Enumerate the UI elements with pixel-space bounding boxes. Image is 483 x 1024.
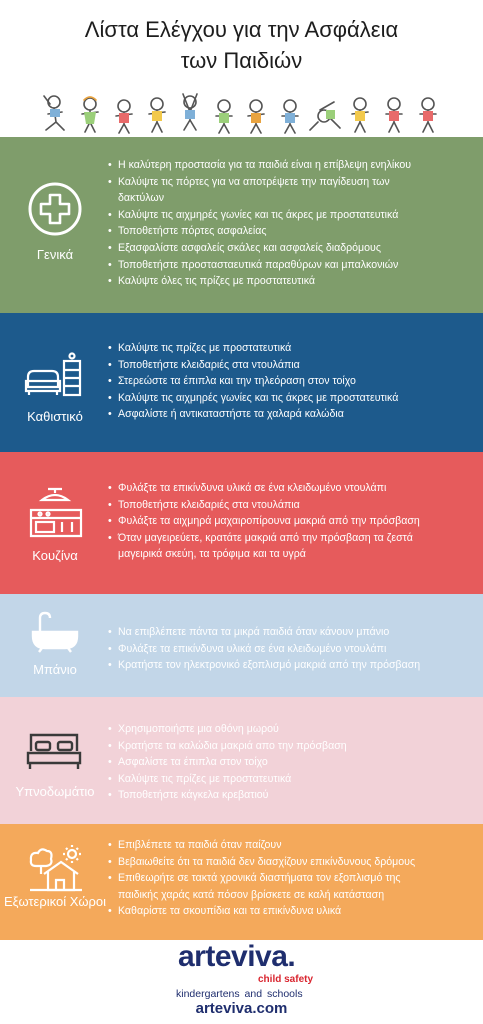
section-label-kitchen: Κουζίνα <box>32 548 78 563</box>
list-item: • Ασφαλίστε ή αντικαταστήστε τα χαλαρά καλώδια <box>108 406 480 423</box>
outdoors-checklist <box>108 837 480 920</box>
list-item: • Καλύψτε τις πόρτες για να αποτρέψετε την παγίδευση των <box>108 174 480 191</box>
page-title <box>0 14 483 76</box>
list-item: • Τοποθετήστε κλειδαριές στα ντουλάπια <box>108 497 480 514</box>
list-item: μαγειρικά σκεύη, τα τρόφιμα και τα υγρά <box>118 548 306 561</box>
section-outdoors <box>0 824 483 940</box>
section-label-living-room: Καθιστικό <box>27 409 83 424</box>
brand-subtitle: kindergartens and schools <box>176 988 303 1000</box>
section-label-bedroom: Υπνοδωμάτιο <box>15 784 95 799</box>
list-item: • Ασφαλίστε τα έπιπλα στον τοίχο <box>108 754 480 771</box>
list-item: • Τοποθετήστε προστασταευτικά παραθύρων και μπαλκονιών <box>108 257 480 274</box>
kitchen-checklist <box>108 480 480 563</box>
sofa-shelf-icon <box>24 351 86 399</box>
section-kitchen <box>0 452 483 594</box>
list-item: • Φυλάξτε τα επικίνδυνα υλικά σε ένα κλειδωμένο ντουλάπι <box>108 641 480 658</box>
children-playing-icon <box>40 90 444 136</box>
house-tree-sun-icon <box>28 844 84 894</box>
living-room-checklist <box>108 340 480 423</box>
list-item: δακτύλων <box>118 192 165 205</box>
list-item: • Επιθεωρήτε σε τακτά χρονικά διαστήματα τον εξοπλισμό της <box>108 870 480 887</box>
list-item: • Στερεώστε τα έπιπλα και την τηλεόραση στον τοίχο <box>108 373 480 390</box>
section-label-outdoors: Εξωτερικοί Χώροι <box>3 894 107 909</box>
list-item: • Να επιβλέπετε πάντα τα μικρά παιδιά όταν κάνουν μπάνιο <box>108 624 480 641</box>
list-item: • Καθαρίστε τα σκουπίδια και τα επικίνδυνα υλικά <box>108 903 480 920</box>
list-item: • Καλύψτε τις πρίζες με προστατευτικά <box>108 771 480 788</box>
list-item: • Φυλάξτε τα αιχμηρά μαχαιροπίρουνα μακριά από την πρόσβαση <box>108 513 480 530</box>
list-item: • Καλύψτε τις πρίζες με προστατευτικά <box>108 340 480 357</box>
list-item: παιδικής χαράς κατά πόσον βρίσκετε σε καλή κατάσταση <box>118 888 385 901</box>
list-item: • Τοποθετήστε κλειδαριές στα ντουλάπια <box>108 357 480 374</box>
brand-tagline: child safety <box>258 974 314 985</box>
section-general <box>0 137 483 313</box>
section-label-bathroom: Μπάνιο <box>33 662 77 677</box>
children-illustration <box>40 90 444 136</box>
website-link[interactable]: arteviva.com <box>195 1000 288 1017</box>
list-item: • Βεβαιωθείτε ότι τα παιδιά δεν διασχίζουν επικίνδυνους δρόμους <box>108 854 480 871</box>
list-item: • Καλύψτε τις αιχμηρές γωνίες και τις άκρες με προστατευτικά <box>108 390 480 407</box>
list-item: • Φυλάξτε τα επικίνδυνα υλικά σε ένα κλειδωμένο ντουλάπι <box>108 480 480 497</box>
section-label-general: Γενικά <box>36 247 74 262</box>
list-item: • Τοποθετήστε κάγκελα κρεβατιού <box>108 787 480 804</box>
list-item: • Όταν μαγειρεύετε, κρατάτε μακριά από την πρόσβαση τα ζεστά <box>108 530 480 547</box>
bathtub-icon <box>30 610 80 654</box>
list-item: • Χρησιμοποιήστε μια οθόνη μωρού <box>108 721 480 738</box>
list-item: • Καλύψτε όλες τις πρίζες με προστατευτικά <box>108 273 480 290</box>
list-item: • Κρατήστε τα καλώδια μακριά απο την πρόσβαση <box>108 738 480 755</box>
section-bathroom <box>0 594 483 697</box>
footer-logo <box>0 940 483 1024</box>
title-line-2: των Παιδιών <box>180 48 303 73</box>
title-line-1: Λίστα Ελέγχου για την Ασφάλεια <box>84 17 399 42</box>
brand-logo: arteviva. <box>178 940 296 973</box>
list-item: • Η καλύτερη προστασία για τα παιδιά είναι η επίβλεψη ενηλίκου <box>108 157 480 174</box>
list-item: • Κρατήστε τον ηλεκτρονικό εξοπλισμό μακριά από την πρόσβαση <box>108 657 480 674</box>
plus-circle-icon <box>27 181 83 237</box>
list-item: • Καλύψτε τις αιχμηρές γωνίες και τις άκρες με προστατευτικά <box>108 207 480 224</box>
list-item: • Εξασφαλίστε ασφαλείς σκάλες και ασφαλείς διαδρόμους <box>108 240 480 257</box>
list-item: • Επιβλέπετε τα παιδιά όταν παίζουν <box>108 837 480 854</box>
section-living-room <box>0 313 483 452</box>
list-item: • Τοποθετήστε πόρτες ασφαλείας <box>108 223 480 240</box>
kitchen-stove-icon <box>28 486 84 540</box>
bathroom-checklist <box>108 624 480 674</box>
general-checklist <box>108 157 480 290</box>
section-bedroom <box>0 697 483 824</box>
bedroom-checklist <box>108 721 480 804</box>
bed-icon <box>25 731 83 771</box>
